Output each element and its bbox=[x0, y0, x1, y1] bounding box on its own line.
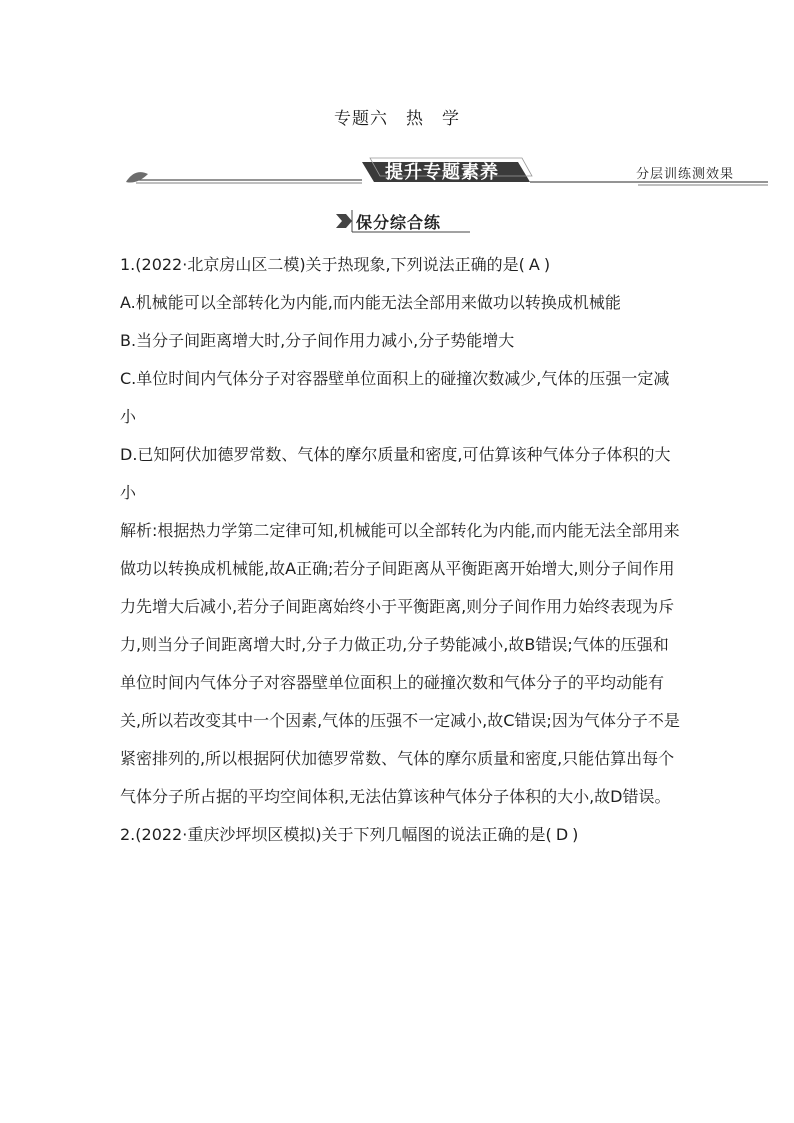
question-2-answer: D bbox=[555, 825, 569, 844]
question-content bbox=[120, 246, 680, 854]
banner-title: 提升专题素养 bbox=[385, 162, 499, 183]
page-title: 专题六 热 学 bbox=[334, 109, 460, 129]
question-1-option-c: C.单位时间内气体分子对容器壁单位面积上的碰撞次数减少,气体的压强一定减小 bbox=[120, 369, 670, 426]
question-1-option-b: B.当分子间距离增大时,分子间作用力减小,分子势能增大 bbox=[120, 331, 515, 350]
question-1-option-a: A.机械能可以全部转化为内能,而内能无法全部用来做功以转换成机械能 bbox=[120, 293, 621, 312]
question-1-option-d: D.已知阿伏加德罗常数、气体的摩尔质量和密度,可估算该种气体分子体积的大小 bbox=[120, 445, 671, 502]
question-1-answer: A bbox=[528, 255, 540, 274]
question-2-stem bbox=[120, 816, 680, 854]
question-2-stem-end: ) bbox=[572, 825, 579, 844]
leaf-icon bbox=[126, 172, 148, 182]
arrow-icon bbox=[336, 214, 352, 228]
question-2-stem-text: 2.(2022·重庆沙坪坝区模拟)关于下列几幅图的说法正确的是( bbox=[120, 825, 552, 844]
banner-subtitle: 分层训练测效果 bbox=[636, 167, 735, 182]
section-label: 保分综合练 bbox=[356, 213, 442, 232]
question-1-stem-text: 1.(2022·北京房山区二模)关于热现象,下列说法正确的是( bbox=[120, 255, 525, 274]
question-1-stem bbox=[120, 246, 680, 284]
question-1-stem-end: ) bbox=[543, 255, 551, 274]
question-1-analysis: 解析:根据热力学第二定律可知,机械能可以全部转化为内能,而内能无法全部用来做功以转换成机械能,故A正确;若分子间距离从平衡距离开始增大,则分子间作用力先增大后减小,若分子间距离始终小于平衡距离,则分子间作用力始终表现为斥力,则当分子间距离增大时,分子力做正功,分子势能减小,故B错误;气体的压强和单位时间内气体分子对容器壁单位面积上的碰撞次数和气体分子的平均动能有关,所以若改变其中一个因素,气体的压强不一定减小,故C错误;因为气体分子不是紧密排列的,所以根据阿伏加德罗常数、气体的摩尔质量和密度,只能估算出每个气体分子所占据的平均空间体积,无法估算该种气体分子体积的大小,故D错误。 bbox=[120, 521, 680, 806]
